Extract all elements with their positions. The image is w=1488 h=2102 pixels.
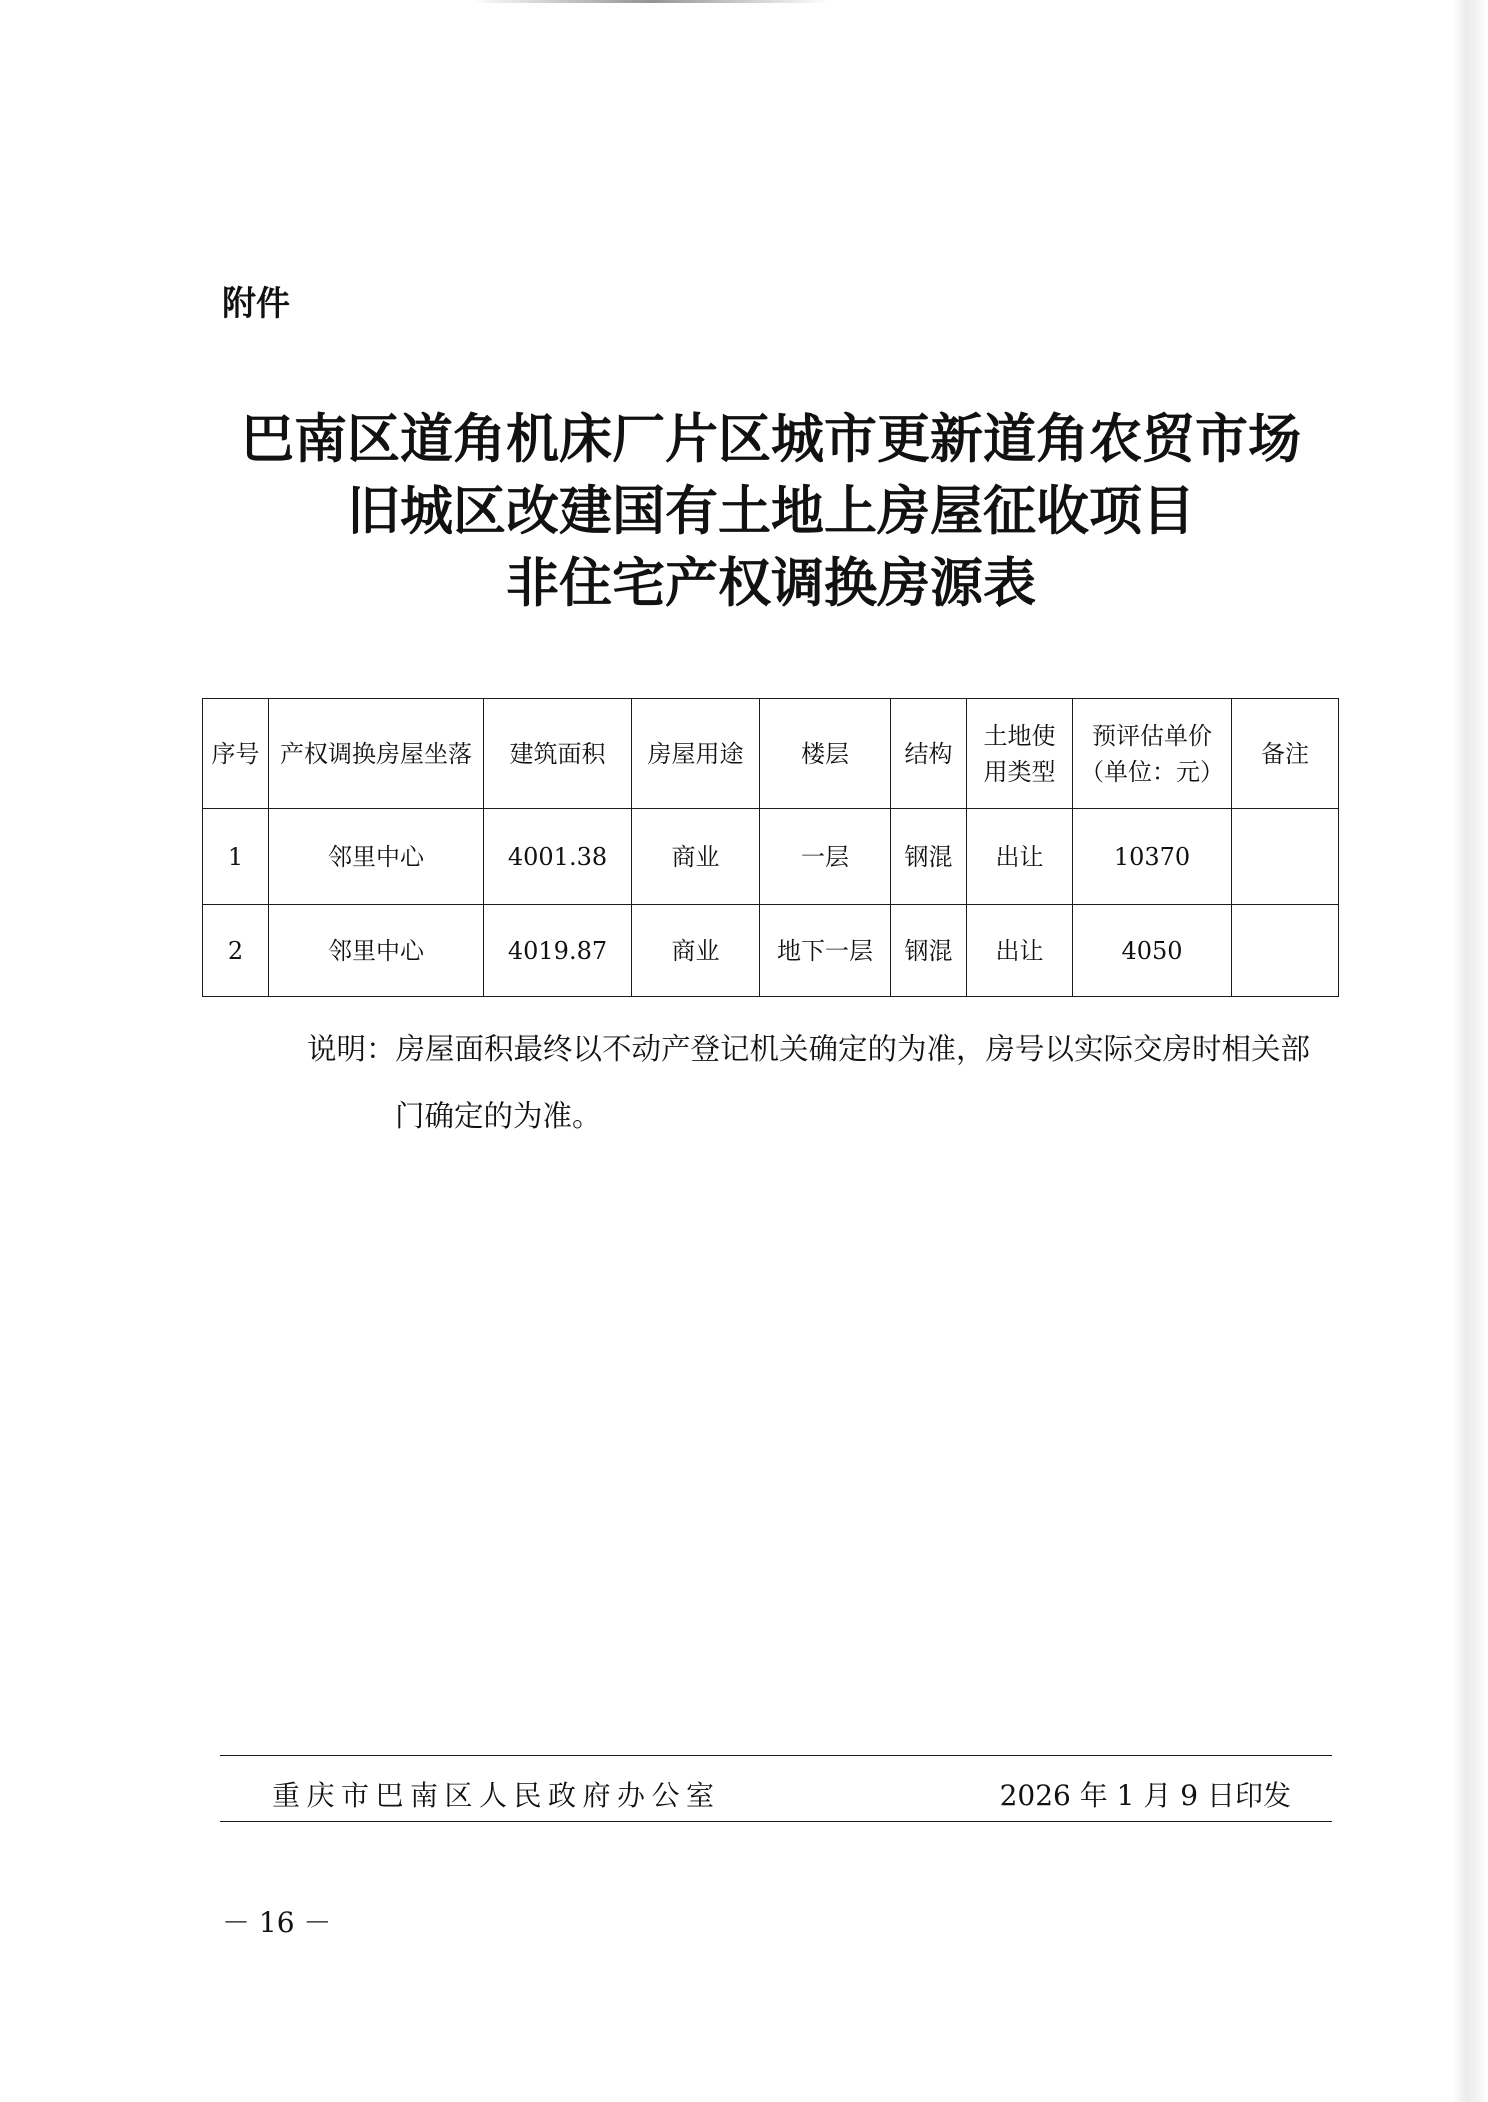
cell-serial: 2 [203, 905, 269, 997]
header-cell-serial: 序号 [203, 699, 269, 809]
header-cell-location: 产权调换房屋坐落 [269, 699, 484, 809]
footer-rule-top [220, 1755, 1332, 1756]
scan-edge-shadow [1452, 0, 1488, 2102]
header-cell-usage: 房屋用途 [632, 699, 760, 809]
cell-floor: 地下一层 [760, 905, 891, 997]
page-number: － 16 － [222, 1906, 332, 1939]
cell-floor-area: 4001.38 [484, 809, 632, 905]
cell-serial: 1 [203, 809, 269, 905]
header-cell-floor: 楼层 [760, 699, 891, 809]
document-title [222, 403, 1320, 619]
note-line: 门确定的为准。 [395, 1099, 602, 1133]
cell-unit-price: 4050 [1073, 905, 1232, 997]
cell-location: 邻里中心 [269, 809, 484, 905]
footer-issue-date: 2026 年 1 月 9 日印发 [999, 1779, 1291, 1812]
cell-structure: 钢混 [891, 905, 967, 997]
header-cell-structure: 结构 [891, 699, 967, 809]
header-line: 预评估单价 [1092, 721, 1212, 750]
cell-floor-area: 4019.87 [484, 905, 632, 997]
cell-floor: 一层 [760, 809, 891, 905]
scan-top-mark [470, 0, 830, 3]
table-header-row [203, 699, 1339, 809]
cell-usage: 商业 [632, 809, 760, 905]
title-line: 巴南区道角机床厂片区城市更新道角农贸市场 [241, 408, 1301, 470]
cell-land-use-type: 出让 [967, 809, 1073, 905]
note-line: 说明：房屋面积最终以不动产登记机关确定的为准，房号以实际交房时相关部 [307, 1032, 1311, 1066]
header-line: 土地使 [983, 721, 1056, 750]
title-line: 非住宅产权调换房源表 [506, 552, 1036, 614]
cell-remarks [1232, 809, 1339, 905]
table-row [203, 905, 1339, 997]
cell-remarks [1232, 905, 1339, 997]
footer-rule-bottom [220, 1821, 1332, 1822]
cell-unit-price: 10370 [1073, 809, 1232, 905]
header-cell-land-use-type [967, 699, 1073, 809]
cell-structure: 钢混 [891, 809, 967, 905]
title-line: 旧城区改建国有土地上房屋征收项目 [347, 480, 1195, 542]
header-cell-unit-price [1073, 699, 1232, 809]
housing-source-table [202, 698, 1338, 997]
footer-issuer: 重庆市巴南区人民政府办公室 [272, 1779, 721, 1812]
attachment-label: 附件 [222, 284, 290, 324]
header-line: （单位：元） [1080, 757, 1224, 786]
table-row [203, 809, 1339, 905]
cell-usage: 商业 [632, 905, 760, 997]
header-cell-remarks: 备注 [1232, 699, 1339, 809]
header-line: 用类型 [983, 757, 1056, 786]
table [202, 698, 1339, 997]
cell-location: 邻里中心 [269, 905, 484, 997]
cell-land-use-type: 出让 [967, 905, 1073, 997]
header-cell-floor-area: 建筑面积 [484, 699, 632, 809]
